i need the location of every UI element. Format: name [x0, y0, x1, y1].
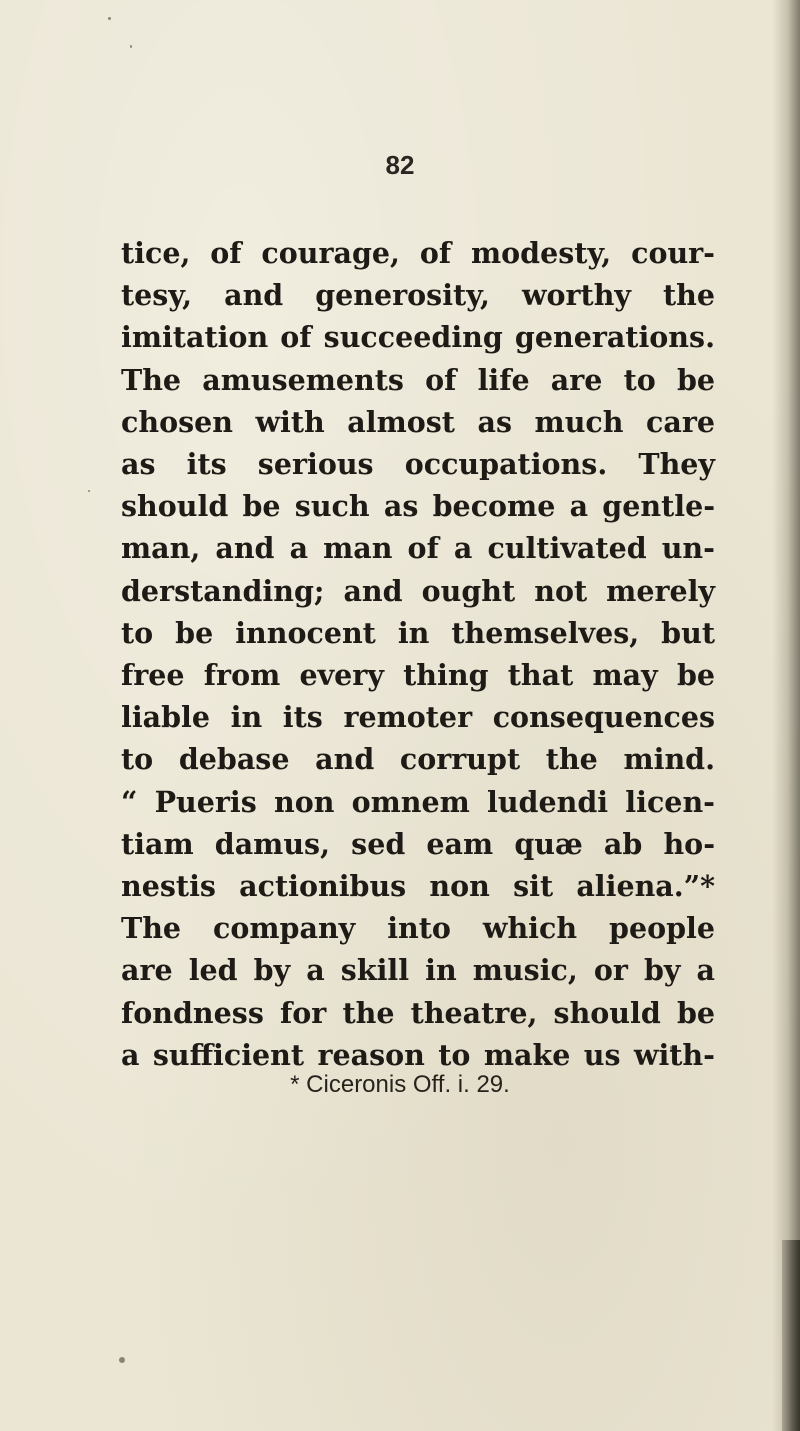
- text-line: to be innocent in themselves, but: [121, 615, 715, 650]
- page-edge-stain: [782, 1240, 800, 1431]
- footnote: * Ciceronis Off. i. 29.: [290, 1071, 510, 1098]
- text-line: a sufficient reason to make us with-: [121, 1037, 715, 1072]
- text-line: as its serious occupations. They: [121, 447, 715, 482]
- text-line: liable in its remoter consequences: [121, 700, 715, 735]
- text-line: The amusements of life are to be: [121, 362, 715, 397]
- text-line: free from every thing that may be: [121, 658, 716, 693]
- text-line: derstanding; and ought not merely: [121, 573, 715, 608]
- paper-speck: [119, 1357, 125, 1363]
- text-line: are led by a skill in music, or by a: [121, 953, 716, 988]
- text-line: The company into which people: [121, 911, 715, 946]
- page-number: 82: [385, 150, 415, 180]
- body-text: [121, 232, 715, 1076]
- text-line: nestis actionibus non sit aliena.”*: [121, 869, 715, 904]
- text-line: tiam damus, sed eam quæ ab ho-: [121, 826, 716, 861]
- text-line: man, and a man of a cultivated un-: [121, 531, 715, 566]
- text-line: should be such as become a gentle-: [121, 489, 716, 524]
- text-line: tice, of courage, of modesty, cour-: [121, 236, 716, 270]
- paper-speck: [88, 490, 90, 492]
- paper-speck: [108, 17, 111, 20]
- text-line: to debase and corrupt the mind.: [121, 742, 716, 777]
- text-line: imitation of succeeding generations.: [121, 320, 715, 355]
- text-line: tesy, and generosity, worthy the: [121, 278, 716, 313]
- paper-speck: [130, 45, 132, 48]
- page-edge-shadow: [772, 0, 800, 1431]
- text-line: chosen with almost as much care: [121, 404, 715, 439]
- text-line: fondness for the theatre, should be: [121, 995, 716, 1030]
- text-line: “ Pueris non omnem ludendi licen-: [121, 784, 715, 819]
